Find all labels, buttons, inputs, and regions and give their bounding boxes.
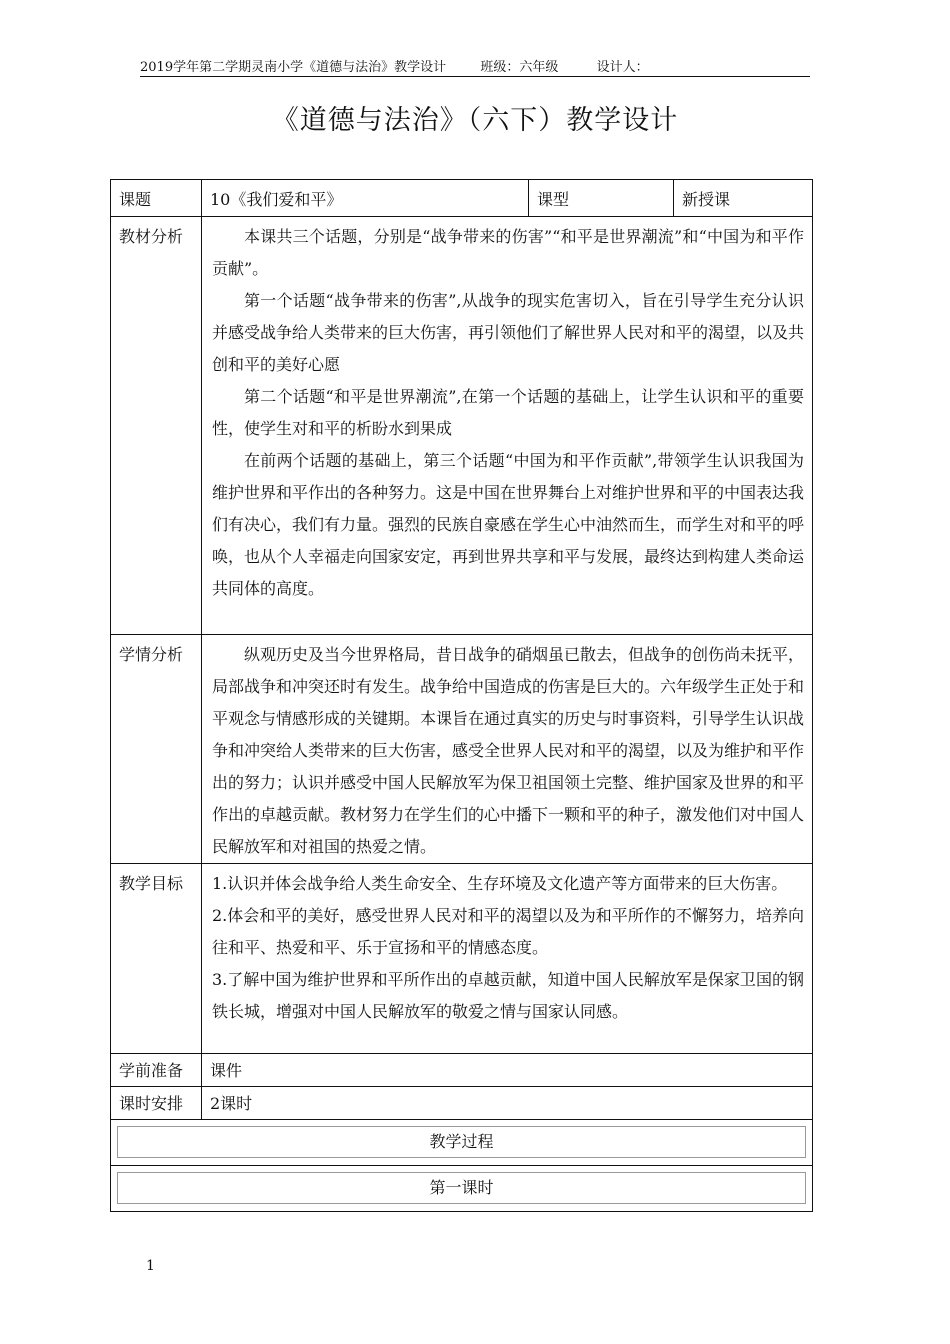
objectives-content	[202, 864, 813, 1054]
material-analysis-row	[111, 217, 813, 635]
topic-value: 10《我们爱和平》	[202, 180, 529, 217]
student-analysis-text: 纵观历史及当今世界格局，昔日战争的硝烟虽已散去，但战争的创伤尚未抚平，局部战争和冲突还时有发生。战争给中国造成的伤害是巨大的。六年级学生正处于和平观念与情感形成的关键期。本课旨在通过真实的历史与时事资料，引导学生认识战争和冲突给人类带来的巨大伤害，感受全世界人民对和平的渴望，以及为维护和平作出的努力；认识并感受中国人民解放军为保卫祖国领土完整、维护国家及世界的和平作出的卓越贡献。教材努力在学生们的心中播下一颗和平的种子，激发他们对中国人民解放军和对祖国的热爱之情。	[212, 645, 805, 856]
schedule-label: 课时安排	[111, 1087, 202, 1120]
lesson-plan-table	[110, 179, 813, 1212]
material-paragraph: 第一个话题“战争带来的伤害”,从战争的现实危害切入，旨在引导学生充分认识并感受战争给人类带来的巨大伤害，再引领他们了解世界人民对和平的渴望，以及共创和平的美好心愿	[212, 291, 805, 374]
student-analysis-content	[202, 635, 813, 864]
header-rule	[140, 76, 810, 77]
material-paragraph: 第二个话题“和平是世界潮流”,在第一个话题的基础上，让学生认识和平的重要性，使学生对和平的析盼水到果成	[212, 387, 804, 438]
type-label: 课型	[529, 180, 674, 217]
objectives-row	[111, 864, 813, 1054]
objective-item: 2.体会和平的美好，感受世界人民对和平的渴望以及为和平所作的不懈努力，培养向往和平、热爱和平、乐于宣扬和平的情感态度。	[212, 906, 804, 957]
material-analysis-content	[202, 217, 813, 635]
preparation-value: 课件	[202, 1054, 813, 1087]
preparation-row	[111, 1054, 813, 1087]
objective-item: 1.认识并体会战争给人类生命安全、生存环境及文化遗产等方面带来的巨大伤害。	[212, 874, 788, 893]
topic-row	[111, 180, 813, 217]
process-heading: 教学过程	[117, 1126, 806, 1158]
schedule-value: 2课时	[202, 1087, 813, 1120]
objectives-label: 教学目标	[111, 864, 202, 1054]
first-lesson-row	[111, 1166, 813, 1212]
material-paragraph: 在前两个话题的基础上，第三个话题“中国为和平作贡献”,带领学生认识我国为维护世界和平作出的各种努力。这是中国在世界舞台上对维护世界和平的中国表达我们有决心，我们有力量。强烈的民族自豪感在学生心中油然而生，而学生对和平的呼唤，也从个人幸福走向国家安定，再到世界共享和平与发展，最终达到构建人类命运共同体的高度。	[212, 451, 805, 598]
preparation-label: 学前准备	[111, 1054, 202, 1087]
page-number: 1	[146, 1258, 155, 1274]
header-designer: 设计人：	[596, 60, 649, 75]
material-paragraph: 本课共三个话题，分别是“战争带来的伤害”“和平是世界潮流”和“中国为和平作贡献”。	[212, 227, 804, 278]
objective-item: 3.了解中国为维护世界和平所作出的卓越贡献，知道中国人民解放军是保家卫国的钢铁长城，增强对中国人民解放军的敬爱之情与国家认同感。	[212, 970, 804, 1021]
schedule-row	[111, 1087, 813, 1120]
type-value: 新授课	[674, 180, 813, 217]
process-heading-row	[111, 1120, 813, 1166]
header-class: 班级：六年级	[480, 60, 559, 75]
document-title: 《道德与法治》（六下）教学设计	[271, 105, 679, 136]
student-analysis-label: 学情分析	[111, 635, 202, 864]
material-analysis-label: 教材分析	[111, 217, 202, 635]
topic-label: 课题	[111, 180, 202, 217]
first-lesson-heading: 第一课时	[117, 1172, 806, 1204]
page-header	[140, 60, 810, 76]
header-school-title: 2019学年第二学期灵南小学《道德与法治》教学设计	[140, 60, 447, 75]
student-analysis-row	[111, 635, 813, 864]
